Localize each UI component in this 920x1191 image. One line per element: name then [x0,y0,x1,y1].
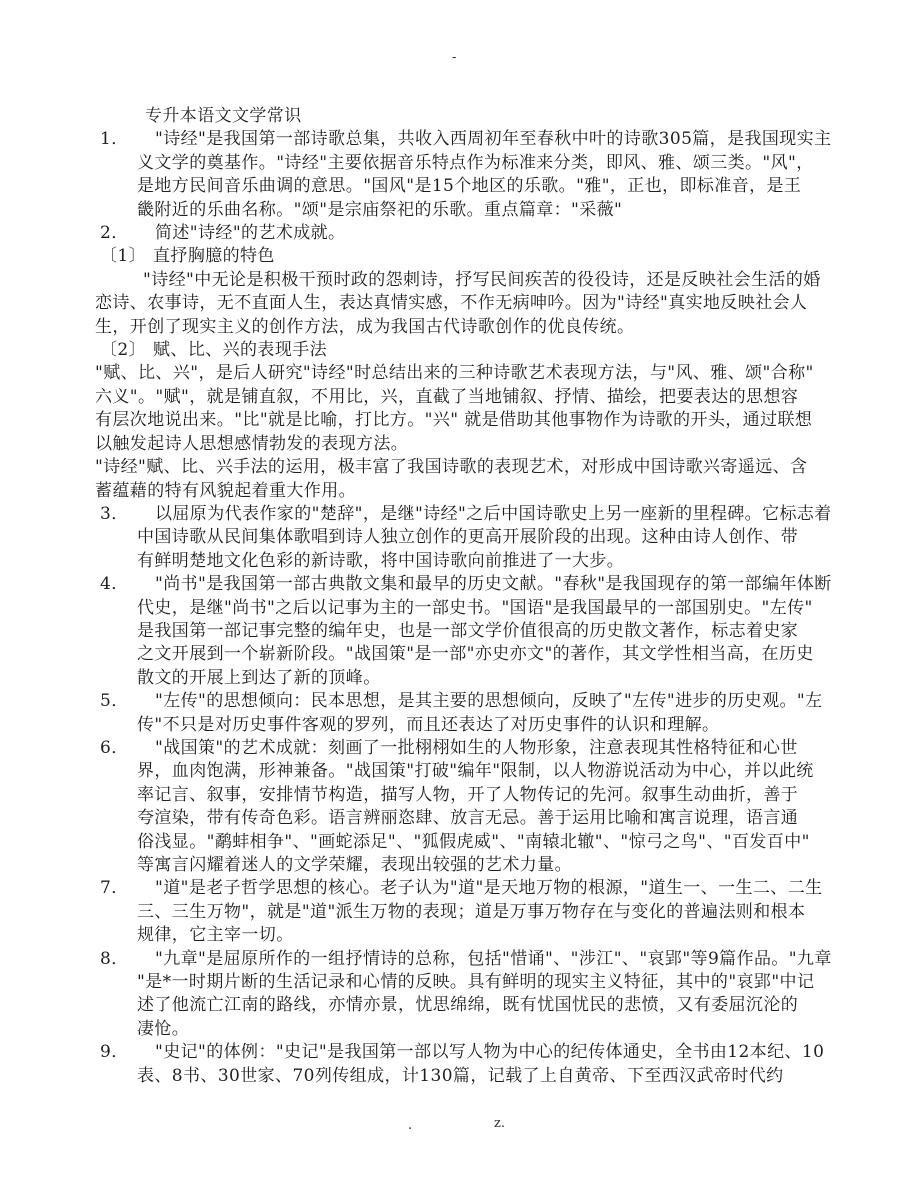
text-line: 等寓言闪耀着迷人的文学荣耀，表现出较强的艺术力量。 [137,855,572,875]
text-line: 率记言、叙事，安排情节构造，描写人物，开了人物传记的先河。叙事生动曲折，善于 [137,784,799,805]
text-line: "赋、比、兴"，是后人研究"诗经"时总结出来的三种诗歌艺术表现方法，与"风、雅、颂"合称" [95,363,814,384]
text-line: "诗经"赋、比、兴手法的运用，极丰富了我国诗歌的表现艺术，对形成中国诗歌兴寄遥远、含 [95,457,808,478]
text-line: 义文学的奠基作。"诗经"主要依据音乐特点作为标准来分类，即风、雅、颂三类。"风"， [137,152,814,173]
list-item-2 [95,222,843,245]
text-line: 有鲜明楚地文化色彩的新诗歌，将中国诗歌向前推进了一大步。 [137,550,625,571]
document-content [95,105,843,1088]
sub-heading-text: 赋、比、兴的表现手法 [153,340,328,361]
text-line: "九章"是屈原所作的一组抒情诗的总称，包括"惜诵"、"涉江"、"哀郢"等9篇作品。"九章 [155,948,832,969]
text-line: 是我国第一部记事完整的编年史，也是一部文学价值很高的历史散文著作，标志着史家 [137,620,799,641]
sub-heading-label: 〔2〕 [100,340,147,361]
list-item-3 [95,503,843,573]
text-line: 六义"。"赋"，就是铺直叙，不用比，兴，直截了当地铺叙、抒情、描绘，把要表达的思想容 [95,386,799,407]
text-line: 凄怆。 [137,1018,190,1039]
text-line: 之文开展到一个崭新阶段。"战国策"是一部"亦史亦文"的著作，其文学性相当高，在历史 [137,644,814,665]
text-line: 中国诗歌从民间集体歌唱到诗人独立创作的更高开展阶段的出现。这种由诗人创作、带 [137,527,799,548]
text-line: "是*一时期片断的生活记录和心情的反映。具有鲜明的现实主义特征，其中的"哀郢"中记 [137,972,815,993]
text-line: "尚书"是我国第一部古典散文集和最早的历史文献。"春秋"是我国现存的第一部编年体断 [155,574,832,595]
text-line: 表、8书、30世家、70列传组成，计130篇，记载了上自黄帝、下至西汉武帝时代约 [137,1065,784,1086]
list-item-4 [95,573,843,690]
paragraph [95,362,843,456]
text-line: 蓄蕴藉的特有风貌起着重大作用。 [95,480,356,501]
text-line: 生，开创了现实主义的创作方法，成为我国古代诗歌创作的优良传统。 [95,316,635,337]
text-line: 规律，它主宰一切。 [137,925,294,946]
text-line: 畿附近的乐曲名称。"颂"是宗庙祭祀的乐歌。重点篇章："采薇" [137,199,623,220]
text-line: 有层次地说出来。"比"就是比喻，打比方。"兴" 就是借助其他事物作为诗歌的开头，通过联想 [95,410,813,431]
text-line: 夸渲染，带有传奇色彩。语言辨丽恣肆、放言无忌。善于运用比喻和寓言说理，语言通 [137,808,799,829]
sub-heading-text: 直抒胸臆的特色 [153,246,275,267]
item-number: 9． [100,1042,129,1063]
text-line: 以屈原为代表作家的"楚辞"，是继"诗经"之后中国诗歌史上另一座新的里程碑。它标志着 [155,503,832,524]
item-number: 2． [100,223,129,244]
page-bottom-mark-right: z. [494,1116,505,1131]
text-line: "战国策"的艺术成就：刻画了一批栩栩如生的人物形象，注意表现其性格特征和心世 [155,737,798,758]
text-line: 俗浅显。"鹬蚌相争"、"画蛇添足"、"狐假虎威"、"南辕北辙"、"惊弓之鸟"、"百发百中" [137,831,810,852]
paragraph [95,456,843,503]
list-item-9 [95,1041,843,1088]
text-line: 述了他流亡江南的路线，亦情亦景，忧思绵绵，既有忧国忧民的悲愤，又有委屈沉沦的 [137,995,799,1016]
sub-heading [95,245,843,268]
item-number: 5． [100,691,129,712]
list-item-5 [95,690,843,737]
paragraph [95,269,843,339]
item-number: 3． [100,503,129,524]
text-line: "史记"的体例："史记"是我国第一部以写人物为中心的纪传体通史，全书由12本纪、10 [155,1042,825,1063]
text-line: 以触发起诗人思想感情勃发的表现方法。 [95,433,409,454]
text-line: 散文的开展上到达了新的顶峰。 [137,667,381,688]
text-line: "诗经"中无论是积极干预时政的怨刺诗，抒写民间疾苦的役役诗，还是反映社会生活的婚 [143,269,821,290]
item-number: 1． [100,129,129,150]
item-number: 8． [100,948,129,969]
list-item-1 [95,128,843,222]
text-line: 三、三生万物"，就是"道"派生万物的表现；道是万事万物存在与变化的普遍法则和根本 [137,901,806,922]
text-line: 界，血肉饱满，形神兼备。"战国策"打破"编年"限制，以人物游说活动为中心，并以此统 [137,761,814,782]
item-number: 4． [100,574,129,595]
text-line: 传"不只是对历史事件客观的罗列，而且还表达了对历史事件的认识和理解。 [137,714,720,735]
page-bottom-mark-left: . [408,1118,413,1133]
document-body [95,128,843,1088]
list-item-7 [95,877,843,947]
page-top-mark: - [452,50,457,65]
text-line: 简述"诗经"的艺术成就。 [155,223,346,244]
text-line: "左传"的思想倾向：民本思想，是其主要的思想倾向，反映了"左传"进步的历史观。"左 [155,691,823,712]
text-line: "道"是老子哲学思想的核心。老子认为"道"是天地万物的根源，"道生一、一生二、二生 [155,878,823,899]
text-line: 是地方民间音乐曲调的意思。"国风"是15个地区的乐歌。"雅"，正也，即标准音，是王 [137,176,802,197]
item-number: 6． [100,737,129,758]
sub-heading [95,339,843,362]
text-line: 代史，是继"尚书"之后以记事为主的一部史书。"国语"是我国最早的一部国别史。"左传" [137,597,813,618]
list-item-6 [95,737,843,877]
list-item-8 [95,948,843,1042]
sub-heading-label: 〔1〕 [100,246,147,267]
item-number: 7． [100,878,129,899]
text-line: 恋诗、农事诗，无不直面人生，表达真情实感，不作无病呻吟。因为"诗经"真实地反映社会人 [95,293,808,314]
text-line: "诗经"是我国第一部诗歌总集，共收入西周初年至春秋中叶的诗歌305篇，是我国现实主 [155,129,832,150]
document-title: 专升本语文文学常识 [145,106,302,126]
